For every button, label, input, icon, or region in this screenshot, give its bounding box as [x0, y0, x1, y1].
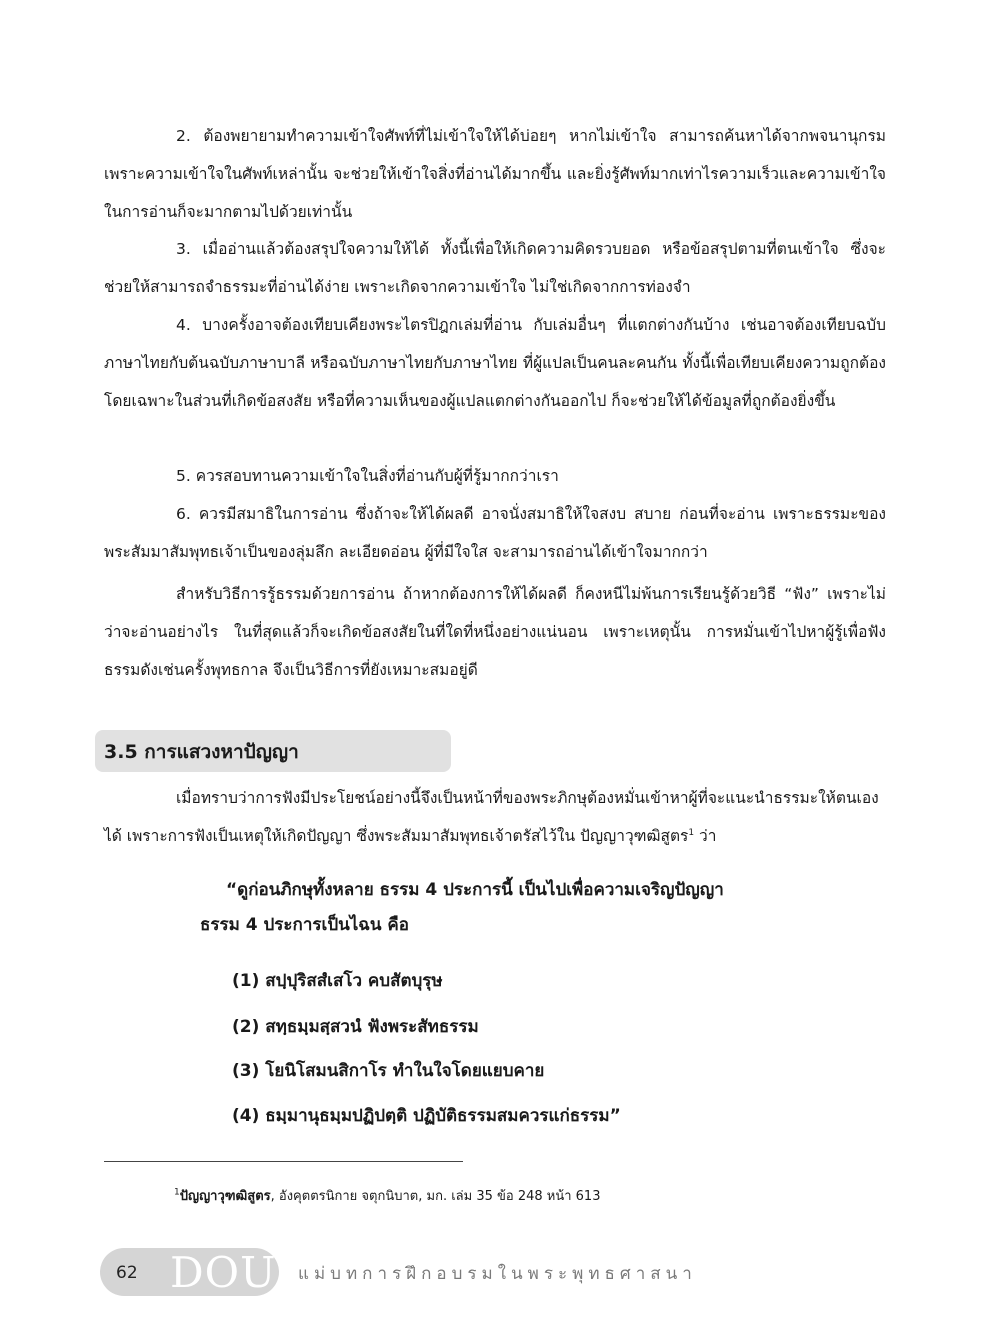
section-intro-end: ว่า	[694, 827, 717, 845]
paragraph-item-2: 2. ต้องพยายามทำความเข้าใจศัพท์ที่ไม่เข้าใจให้ได้บ่อยๆ หากไม่เข้าใจ สามารถค้นหาได้จากพจนานุกรม เพราะความเข้าใจในศัพท์เหล่านั้น จะช่วยให้เข้าใจสิ่งที่อ่านได้มากขึ้น และยิ่งรู้ศัพท์มากเท่าไรความเร็วและความเข้าใจในการอ่านก็จะมากตามไปด้วยเท่านั้น	[104, 127, 886, 221]
page-number: 62	[116, 1263, 138, 1283]
quote-list-item-3: (3) โยนิโสมนสิกาโร ทำในใจโดยแยบคาย	[232, 1061, 545, 1081]
section-heading: 3.5 การแสวงหาปัญญา	[104, 741, 299, 763]
section-intro-text: เมื่อทราบว่าการฟังมีประโยชน์อย่างนี้จึงเป็นหน้าที่ของพระภิกษุต้องหมั่นเข้าหาผู้ที่จะแนะนำธรรมะให้ตนเองได้ เพราะการฟังเป็นเหตุให้เกิดปัญญา ซึ่งพระสัมมาสัมพุทธเจ้าตรัสไว้ใน ปัญญาวุฑฒิสูตร	[104, 789, 879, 845]
book-title: แม่บทการฝึกอบรมในพระพุทธศาสนา	[298, 1264, 697, 1284]
paragraph-item-3: 3. เมื่ออ่านแล้วต้องสรุปใจความให้ได้ ทั้งนี้เพื่อให้เกิดความคิดรวบยอด หรือข้อสรุปตามที่ตนเข้าใจ ซึ่งจะช่วยให้สามารถจำธรรมะที่อ่านได้ง่าย เพราะเกิดจากความเข้าใจ ไม่ใช่เกิดจากการท่องจำ	[104, 240, 886, 296]
quote-list-item-1: (1) สปฺปุริสสํเสโว คบสัตบุรุษ	[232, 971, 443, 991]
paragraph-item-5: 5. ควรสอบทานความเข้าใจในสิ่งที่อ่านกับผู้ที่รู้มากกว่าเรา	[176, 467, 559, 485]
paragraph-summary: สำหรับวิธีการรู้ธรรมด้วยการอ่าน ถ้าหากต้องการให้ได้ผลดี ก็คงหนีไม่พ้นการเรียนรู้ด้วยวิธี “ฟัง” เพราะไม่ว่าจะอ่านอย่างไร ในที่สุดแล้วก็จะเกิดข้อสงสัยในที่ใดที่หนึ่งอย่างแน่นอน เพราะเหตุนั้น การหมั่นเข้าไปหาผู้รู้เพื่อฟังธรรมดังเช่นครั้งพุทธกาล จึงเป็นวิธีการที่ยังเหมาะสมอยู่ดี	[104, 585, 886, 679]
quote-list-item-4: (4) ธมฺมานุธมฺมปฏิปตฺติ ปฏิบัติธรรมสมควรแก่ธรรม”	[232, 1106, 621, 1126]
footnote-reference[interactable]: 1	[688, 827, 695, 838]
quote-line-2: ธรรม 4 ประการเป็นไฉน คือ	[200, 915, 410, 935]
footnote-marker: 1	[174, 1187, 180, 1198]
footnote-title: ปัญญาวุฑฒิสูตร	[179, 1189, 271, 1204]
quote-list-item-2: (2) สทฺธมฺมสฺสวนํ ฟังพระสัทธรรม	[232, 1017, 479, 1037]
footnote-text: , อังคุตตรนิกาย จตุกนิบาต, มก. เล่ม 35 ข้อ 248 หน้า 613	[270, 1189, 601, 1204]
quote-line-1: “ดูก่อนภิกษุทั้งหลาย ธรรม 4 ประการนี้ เป็นไปเพื่อความเจริญปัญญา	[226, 880, 724, 900]
dou-logo: DOU	[170, 1248, 277, 1297]
section-intro-paragraph	[104, 779, 886, 855]
footnote	[174, 1186, 600, 1208]
footnote-divider	[104, 1161, 463, 1162]
paragraph-item-4: 4. บางครั้งอาจต้องเทียบเคียงพระไตรปิฎกเล่มที่อ่าน กับเล่มอื่นๆ ที่แตกต่างกันบ้าง เช่นอาจต้องเทียบฉบับภาษาไทยกับต้นฉบับภาษาบาลี หรือฉบับภาษาไทยกับภาษาไทย ที่ผู้แปลเป็นคนละคนกัน ทั้งนี้เพื่อเทียบเคียงความถูกต้อง โดยเฉพาะในส่วนที่เกิดข้อสงสัย หรือที่ความเห็นของผู้แปลแตกต่างกันออกไป ก็จะช่วยให้ได้ข้อมูลที่ถูกต้องยิ่งขึ้น	[104, 316, 886, 410]
paragraph-item-6: 6. ควรมีสมาธิในการอ่าน ซึ่งถ้าจะให้ได้ผลดี อาจนั่งสมาธิให้ใจสงบ สบาย ก่อนที่จะอ่าน เพราะธรรมะของพระสัมมาสัมพุทธเจ้าเป็นของลุ่มลึก ละเอียดอ่อน ผู้ที่มีใจใส จะสามารถอ่านได้เข้าใจมากกว่า	[104, 505, 886, 561]
